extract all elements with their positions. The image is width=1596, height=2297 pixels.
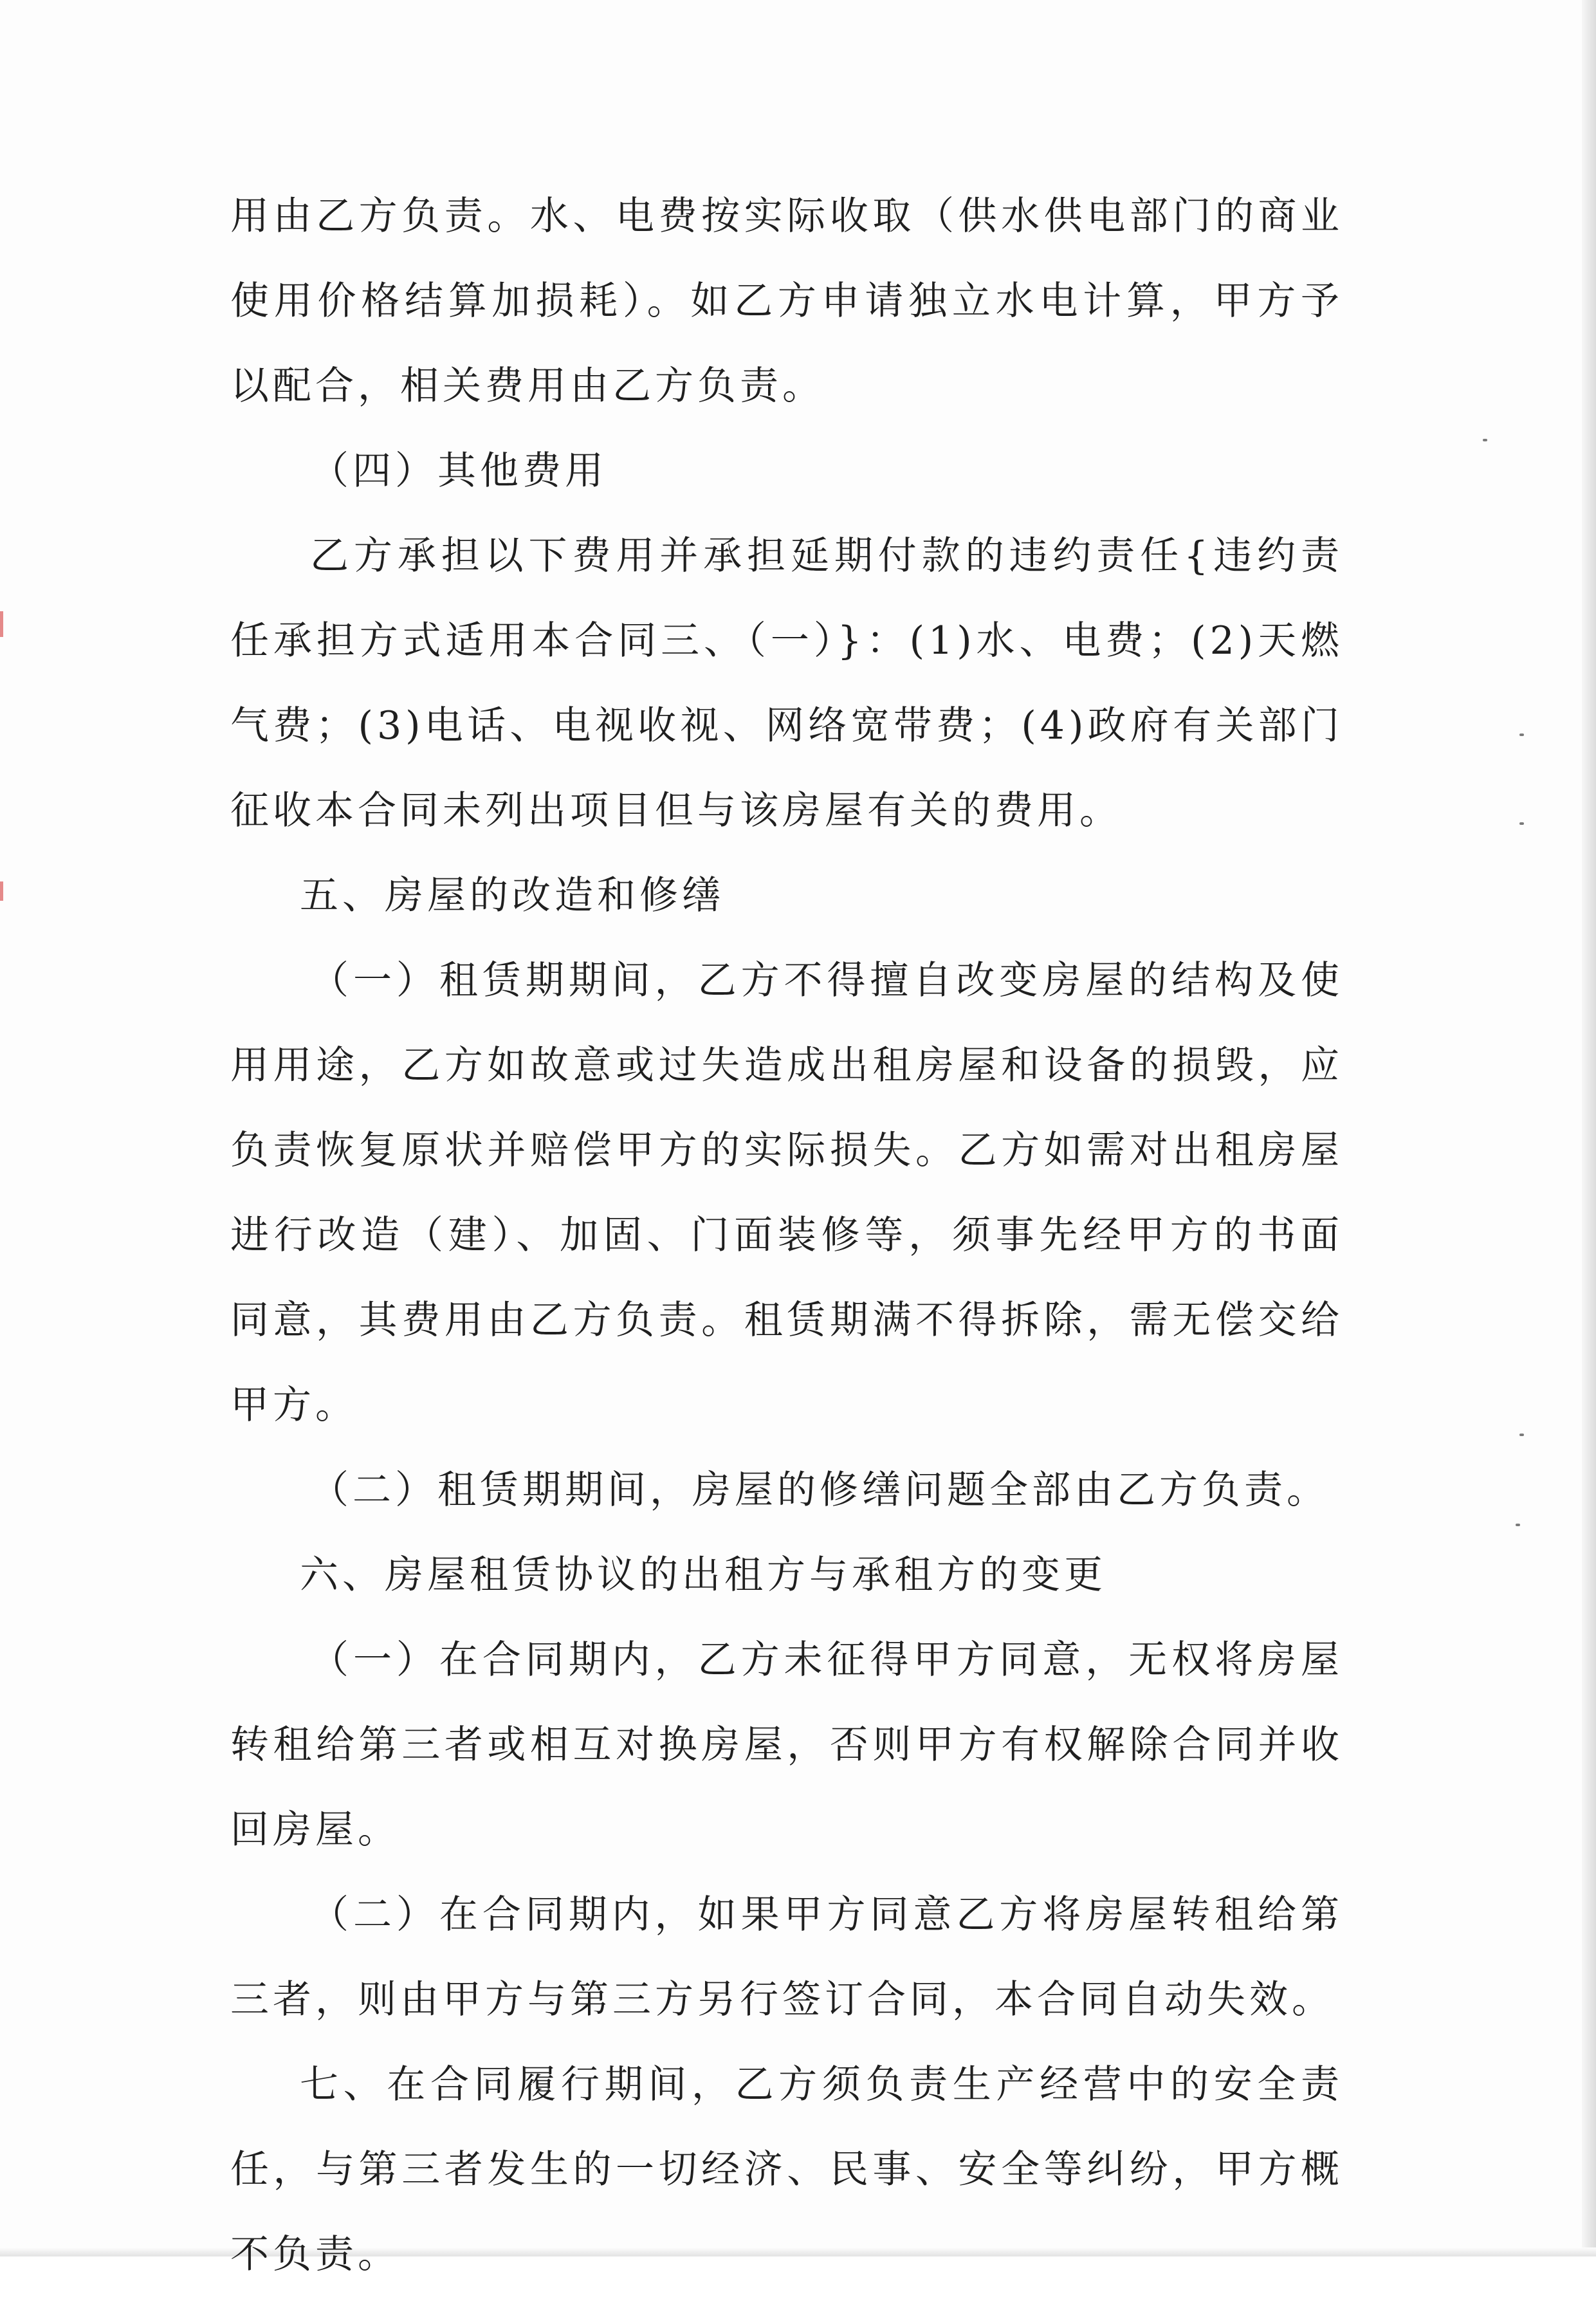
scan-speck: [1519, 822, 1524, 825]
section-heading-party-change: 六、房屋租赁协议的出租方与承租方的变更: [300, 1553, 1106, 1598]
scan-speck: [1519, 733, 1524, 736]
scan-red-mark: [0, 881, 3, 901]
scan-edge-right: [1582, 0, 1596, 2256]
paragraph-party-change-1: （一）在合同期内，乙方未征得甲方同意，无权将房屋转租给第三者或相互对换房屋，否则甲方有权解除合同并收回房屋。: [230, 1637, 1343, 1852]
document-body: [230, 174, 1343, 2297]
paragraph-other-fees: 乙方承担以下费用并承担延期付款的违约责任{违约责任承担方式适用本合同三、（一）}：(1)水、电费；(2)天燃气费；(3)电话、电视收视、网络宽带费；(4)政府有关部门征收本合同未列出项目但与该房屋有关的费用。: [230, 533, 1343, 833]
paragraph-water-electricity: 用由乙方负责。水、电费按实际收取（供水供电部门的商业使用价格结算加损耗）。如乙方申请独立水电计算，甲方予以配合，相关费用由乙方负责。: [230, 194, 1343, 409]
paragraph-renovation-2: （二）租赁期期间，房屋的修缮问题全部由乙方负责。: [310, 1468, 1329, 1513]
paragraph-safety-responsibility: 七、在合同履行期间，乙方须负责生产经营中的安全责任，与第三者发生的一切经济、民事、安全等纠纷，甲方概不负责。: [230, 2062, 1343, 2277]
paragraph-party-change-2: （二）在合同期内，如果甲方同意乙方将房屋转租给第三者，则由甲方与第三方另行签订合同，本合同自动失效。: [230, 1892, 1343, 2022]
scan-speck: [1519, 1434, 1524, 1436]
scan-speck: [1516, 1524, 1520, 1526]
section-heading-other-fees: （四）其他费用: [310, 448, 607, 494]
section-heading-renovation: 五、房屋的改造和修缮: [300, 873, 724, 918]
scan-speck: [1483, 439, 1487, 441]
scan-red-mark: [0, 611, 3, 637]
paragraph-renovation-1: （一）租赁期期间，乙方不得擅自改变房屋的结构及使用用途，乙方如故意或过失造成出租房屋和设备的损毁，应负责恢复原状并赔偿甲方的实际损失。乙方如需对出租房屋进行改造（建）、加固、门面装修等，须事先经甲方的书面同意，其费用由乙方负责。租赁期满不得拆除，需无偿交给甲方。: [230, 958, 1343, 1428]
